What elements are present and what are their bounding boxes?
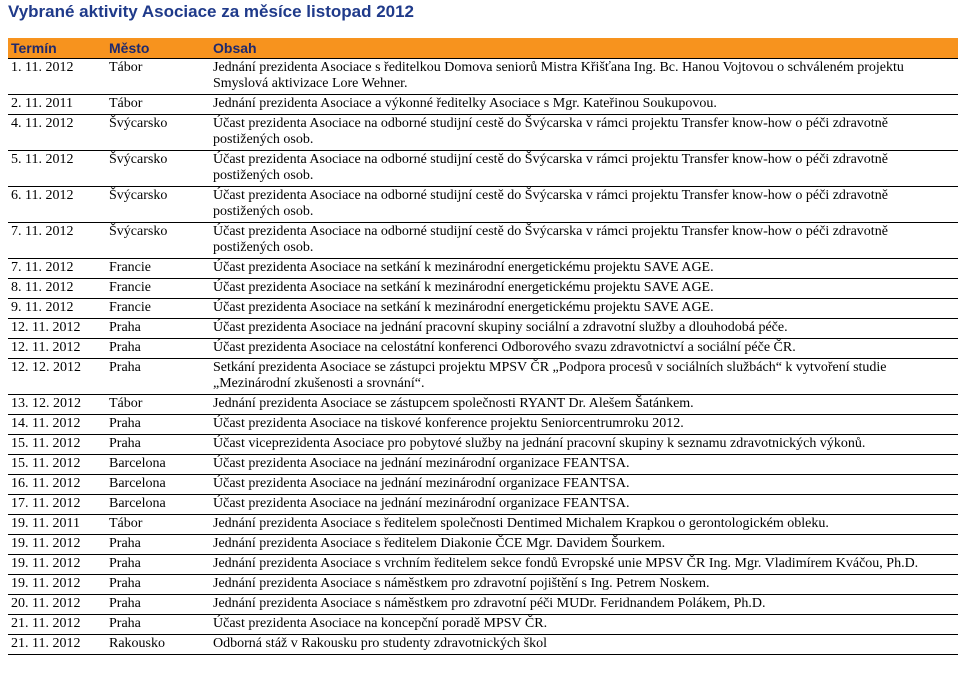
row-content: Účast prezidenta Asociace na koncepční poradě MPSV ČR. — [210, 615, 958, 635]
row-city: Tábor — [106, 59, 210, 95]
table-row — [8, 395, 958, 415]
row-content: Jednání prezidenta Asociace s vrchním ředitelem sekce fondů Evropské unie MPSV ČR Ing. Mgr. Vladimírem Kváčou, Ph.D. — [210, 555, 958, 575]
row-date: 12. 12. 2012 — [8, 359, 106, 395]
row-city: Praha — [106, 615, 210, 635]
row-content: Účast prezidenta Asociace na jednání mezinárodní organizace FEANTSA. — [210, 495, 958, 515]
header-date: Termín — [8, 38, 106, 59]
row-date: 16. 11. 2012 — [8, 475, 106, 495]
row-city: Švýcarsko — [106, 223, 210, 259]
table-row — [8, 187, 958, 223]
table-row — [8, 95, 958, 115]
row-city: Barcelona — [106, 495, 210, 515]
row-content: Odborná stáž v Rakousku pro studenty zdravotnických škol — [210, 635, 958, 655]
row-city: Barcelona — [106, 455, 210, 475]
table-row — [8, 279, 958, 299]
table-row — [8, 115, 958, 151]
row-date: 19. 11. 2011 — [8, 515, 106, 535]
row-city: Praha — [106, 555, 210, 575]
row-city: Tábor — [106, 95, 210, 115]
row-content: Účast prezidenta Asociace na jednání mezinárodní organizace FEANTSA. — [210, 455, 958, 475]
row-content: Účast prezidenta Asociace na jednání pracovní skupiny sociální a zdravotní služby a dlouhodobá péče. — [210, 319, 958, 339]
row-date: 15. 11. 2012 — [8, 435, 106, 455]
row-content: Jednání prezidenta Asociace a výkonné ředitelky Asociace s Mgr. Kateřinou Soukupovou. — [210, 95, 958, 115]
table-row — [8, 535, 958, 555]
row-city: Praha — [106, 415, 210, 435]
row-content: Účast prezidenta Asociace na odborné studijní cestě do Švýcarska v rámci projektu Transfer know-how o péči zdravotně postižených osob. — [210, 223, 958, 259]
row-date: 13. 12. 2012 — [8, 395, 106, 415]
table-row — [8, 151, 958, 187]
row-date: 15. 11. 2012 — [8, 455, 106, 475]
table-row — [8, 359, 958, 395]
table-body — [8, 59, 958, 655]
row-city: Švýcarsko — [106, 187, 210, 223]
row-content: Jednání prezidenta Asociace se zástupcem společnosti RYANT Dr. Alešem Šatánkem. — [210, 395, 958, 415]
row-date: 5. 11. 2012 — [8, 151, 106, 187]
row-date: 19. 11. 2012 — [8, 535, 106, 555]
table-row — [8, 299, 958, 319]
row-city: Praha — [106, 319, 210, 339]
row-content: Účast prezidenta Asociace na celostátní konferenci Odborového svazu zdravotnictví a sociální péče ČR. — [210, 339, 958, 359]
row-content: Jednání prezidenta Asociace s ředitelem společnosti Dentimed Michalem Krapkou o gerontologickém obleku. — [210, 515, 958, 535]
table-row — [8, 575, 958, 595]
row-date: 6. 11. 2012 — [8, 187, 106, 223]
row-content: Setkání prezidenta Asociace se zástupci projektu MPSV ČR „Podpora procesů v sociálních službách“ k vytvoření studie „Mezinárodní zkušenosti a srovnání“. — [210, 359, 958, 395]
table-row — [8, 515, 958, 535]
row-city: Praha — [106, 359, 210, 395]
table-row — [8, 555, 958, 575]
table-row — [8, 59, 958, 95]
table-row — [8, 635, 958, 655]
row-content: Účast prezidenta Asociace na setkání k mezinárodní energetickému projektu SAVE AGE. — [210, 299, 958, 319]
row-date: 7. 11. 2012 — [8, 259, 106, 279]
row-date: 19. 11. 2012 — [8, 575, 106, 595]
header-city: Město — [106, 38, 210, 59]
row-date: 9. 11. 2012 — [8, 299, 106, 319]
row-date: 21. 11. 2012 — [8, 635, 106, 655]
row-content: Účast prezidenta Asociace na tiskové konference projektu Seniorcentrumroku 2012. — [210, 415, 958, 435]
row-date: 1. 11. 2012 — [8, 59, 106, 95]
row-date: 20. 11. 2012 — [8, 595, 106, 615]
row-date: 7. 11. 2012 — [8, 223, 106, 259]
table-row — [8, 475, 958, 495]
row-city: Rakousko — [106, 635, 210, 655]
row-city: Francie — [106, 259, 210, 279]
row-content: Účast prezidenta Asociace na odborné studijní cestě do Švýcarska v rámci projektu Transfer know-how o péči zdravotně postižených osob. — [210, 187, 958, 223]
activities-table — [8, 38, 958, 655]
row-content: Účast viceprezidenta Asociace pro pobytové služby na jednání pracovní skupiny k seznamu zdravotnických výkonů. — [210, 435, 958, 455]
row-city: Francie — [106, 299, 210, 319]
row-city: Barcelona — [106, 475, 210, 495]
row-content: Jednání prezidenta Asociace s náměstkem pro zdravotní pojištění s Ing. Petrem Noskem. — [210, 575, 958, 595]
row-date: 2. 11. 2011 — [8, 95, 106, 115]
table-row — [8, 415, 958, 435]
header-content: Obsah — [210, 38, 958, 59]
row-content: Účast prezidenta Asociace na setkání k mezinárodní energetickému projektu SAVE AGE. — [210, 279, 958, 299]
row-city: Francie — [106, 279, 210, 299]
table-row — [8, 455, 958, 475]
table-header-row — [8, 38, 958, 59]
row-date: 4. 11. 2012 — [8, 115, 106, 151]
table-row — [8, 495, 958, 515]
row-city: Praha — [106, 435, 210, 455]
table-row — [8, 223, 958, 259]
row-date: 19. 11. 2012 — [8, 555, 106, 575]
row-city: Švýcarsko — [106, 151, 210, 187]
table-row — [8, 259, 958, 279]
table-row — [8, 615, 958, 635]
row-city: Tábor — [106, 515, 210, 535]
table-row — [8, 339, 958, 359]
row-content: Účast prezidenta Asociace na odborné studijní cestě do Švýcarska v rámci projektu Transfer know-how o péči zdravotně postižených osob. — [210, 115, 958, 151]
row-content: Účast prezidenta Asociace na odborné studijní cestě do Švýcarska v rámci projektu Transfer know-how o péči zdravotně postižených osob. — [210, 151, 958, 187]
table-row — [8, 435, 958, 455]
table-row — [8, 595, 958, 615]
row-date: 12. 11. 2012 — [8, 339, 106, 359]
page-title: Vybrané aktivity Asociace za měsíce listopad 2012 — [8, 2, 415, 21]
table-row — [8, 319, 958, 339]
row-content: Účast prezidenta Asociace na setkání k mezinárodní energetickému projektu SAVE AGE. — [210, 259, 958, 279]
row-content: Jednání prezidenta Asociace s ředitelem Diakonie ČCE Mgr. Davidem Šourkem. — [210, 535, 958, 555]
row-content: Účast prezidenta Asociace na jednání mezinárodní organizace FEANTSA. — [210, 475, 958, 495]
row-content: Jednání prezidenta Asociace s náměstkem pro zdravotní péči MUDr. Feridnandem Polákem, Ph.D. — [210, 595, 958, 615]
row-city: Praha — [106, 595, 210, 615]
row-city: Praha — [106, 575, 210, 595]
row-city: Tábor — [106, 395, 210, 415]
row-date: 8. 11. 2012 — [8, 279, 106, 299]
row-date: 12. 11. 2012 — [8, 319, 106, 339]
row-city: Praha — [106, 535, 210, 555]
row-content: Jednání prezidenta Asociace s ředitelkou Domova seniorů Mistra Křišťana Ing. Bc. Hanou Vojtovou o schváleném projektu Smyslová aktivizace Lore Wehner. — [210, 59, 958, 95]
row-date: 14. 11. 2012 — [8, 415, 106, 435]
row-date: 21. 11. 2012 — [8, 615, 106, 635]
row-city: Švýcarsko — [106, 115, 210, 151]
row-date: 17. 11. 2012 — [8, 495, 106, 515]
row-city: Praha — [106, 339, 210, 359]
